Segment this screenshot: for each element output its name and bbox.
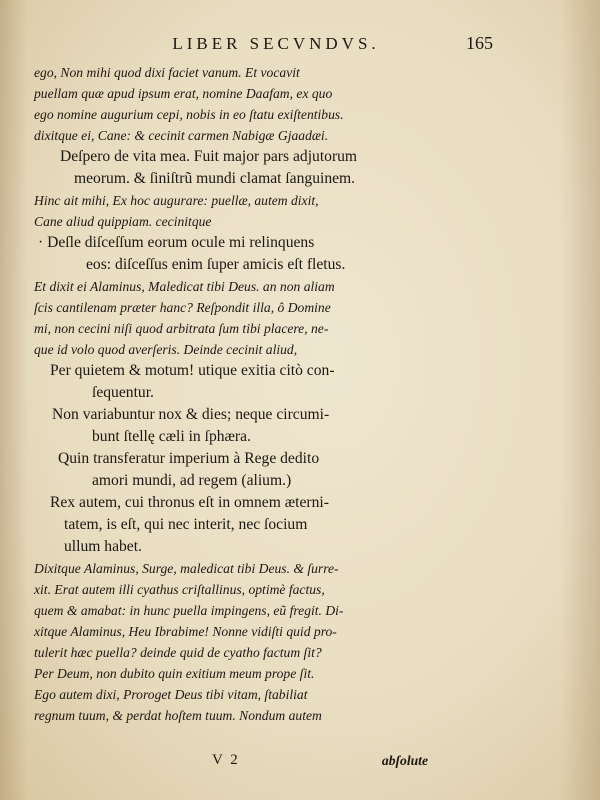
verse-line: ſequentur. bbox=[92, 384, 154, 401]
prose-line: Cane aliud quippiam. cecinitque bbox=[34, 214, 212, 229]
verse-line: Non variabuntur nox & dies; neque circumi- bbox=[52, 406, 330, 423]
verse-line: Quin transferatur imperium à Rege dedito bbox=[58, 450, 320, 467]
catchword: abſolute bbox=[381, 753, 428, 768]
verse-line: ullum habet. bbox=[64, 538, 142, 555]
prose-line: ego, Non mihi quod dixi faciet vanum. Et vocavit bbox=[34, 65, 300, 80]
prose-line: Per Deum, non dubito quin exitium meum prope ſit. bbox=[34, 666, 315, 681]
verse-line: Rex autem, cui thronus eſt in omnem æterni- bbox=[50, 494, 329, 511]
prose-line: mi, non cecini niſi quod arbitrata ſum tibi placere, ne- bbox=[34, 321, 329, 336]
prose-line: Hinc ait mihi, Ex hoc augurare: puellæ, autem dixit, bbox=[34, 193, 319, 208]
prose-line: xitque Alaminus, Heu Ibrabime! Nonne vidiſti quid pro- bbox=[34, 624, 337, 639]
signature-mark: V 2 bbox=[212, 752, 240, 768]
page-footer bbox=[34, 752, 428, 776]
prose-line: regnum tuum, & perdat hoſtem tuum. Nondum autem bbox=[34, 708, 322, 723]
prose-line: quem & amabat: in hunc puella impingens, eũ fregit. Di- bbox=[34, 603, 344, 618]
verse-line: eos: diſceſſus enim ſuper amicis eſt fletus. bbox=[86, 256, 346, 273]
text-block bbox=[34, 62, 434, 726]
prose-line: Dixitque Alaminus, Surge, maledicat tibi Deus. & ſurre- bbox=[34, 561, 339, 576]
running-head: LIBER SECVNDVS. bbox=[172, 34, 380, 53]
prose-line: ego nomine augurium cepi, nobis in eo ſtatu exiſtentibus. bbox=[34, 107, 344, 122]
verse-line: amori mundi, ad regem (alium.) bbox=[92, 472, 292, 489]
verse-line: meorum. & ſiniſtrũ mundi clamat ſanguinem. bbox=[74, 170, 356, 187]
prose-line: dixitque ei, Cane: & cecinit carmen Nabigæ Gjaadæi. bbox=[34, 128, 329, 143]
page-number: 165 bbox=[466, 33, 493, 53]
verse-line: · Deſle diſceſſum eorum ocule mi relinquens bbox=[38, 234, 315, 251]
verse-line: bunt ſtellę cæli in ſphæra. bbox=[92, 428, 251, 445]
prose-line: puellam quæ apud ipsum erat, nomine Daafam, ex quo bbox=[34, 86, 333, 101]
prose-line: tulerit hæc puella? deinde quid de cyatho factum ſit? bbox=[34, 645, 322, 660]
prose-line: Et dixit ei Alaminus, Maledicat tibi Deus. an non aliam bbox=[34, 279, 335, 294]
verse-line: Per quietem & motum! utique exitia citò con- bbox=[50, 362, 335, 379]
verse-line: tatem, is eſt, qui nec interit, nec ſocium bbox=[64, 516, 308, 533]
prose-line: xit. Erat autem illi cyathus criſtallinus, optimè factus, bbox=[34, 582, 325, 597]
verse-line: Deſpero de vita mea. Fuit major pars adjutorum bbox=[60, 148, 358, 165]
prose-line: ſcis cantilenam præter hanc? Reſpondit illa, ô Domine bbox=[34, 300, 331, 315]
prose-line: Ego autem dixi, Proroget Deus tibi vitam, ſtabiliat bbox=[34, 687, 308, 702]
prose-line: que id volo quod averſeris. Deinde cecinit aliud, bbox=[34, 342, 298, 357]
